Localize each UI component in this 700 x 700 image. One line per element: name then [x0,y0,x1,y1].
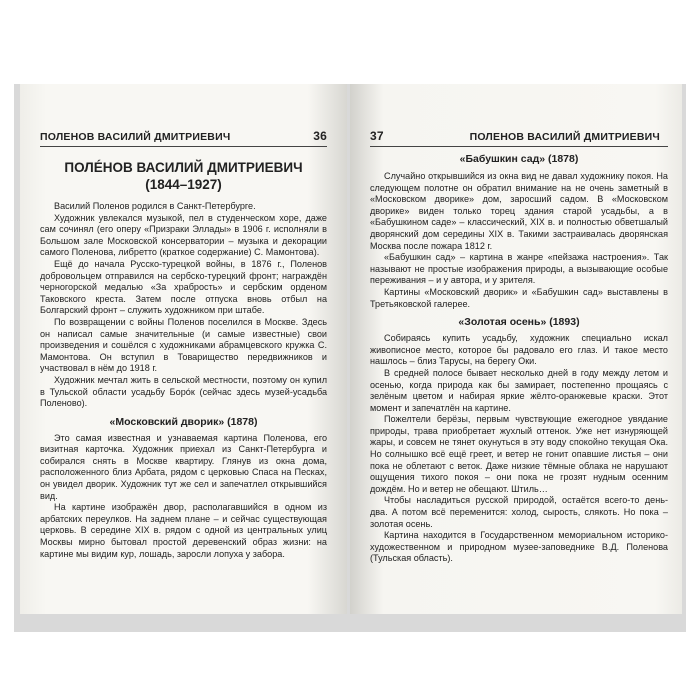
paragraph: Ещё до начала Русско-турецкой войны, в 1876 г., Поленов добровольцем отправился на сербско-турецкий фронт; награждён черногорской медалью «За храбрость» и сербским орденом Таковского креста. Затем после отпуска вновь отбыл на Болгарский фронт – служить художником при штабе. [40,258,327,316]
article-title-name: ПОЛÉНОВ ВАСИЛИЙ ДМИТРИЕВИЧ [64,160,303,175]
paragraph: Художник мечтал жить в сельской местности, поэтому он купил в Тульской области усадьбу Борóк (сейчас здесь музей-усадьба Поленово). [40,374,327,409]
left-page-number: 36 [313,129,327,143]
paragraph: «Бабушкин сад» – картина в жанре «пейзажа настроения». Так называют не простые изображения природы, а вызывающие особые переживания – и у автора, и у зрителя. [370,252,668,286]
paragraph: Василий Поленов родился в Санкт-Петербурге. [54,201,256,211]
subhead-golden-autumn: «Золотая осень» (1893) [458,316,580,329]
paragraph: По возвращении с войны Поленов поселился в Москве. Здесь он написал самые значительные (и самые известные) свои произведения и сошёлся с художниками абрамцевского кружка С. Мамонтова. Он вступил в Товарищество передвижников и участвовал в нём до 1918 г. [40,316,327,374]
right-running-head [370,128,668,147]
right-running-head-title: ПОЛЕНОВ ВАСИЛИЙ ДМИТРИЕВИЧ [469,131,660,143]
paragraph: Картины «Московский дворик» и «Бабушкин сад» выставлены в Третьяковской галерее. [370,286,668,309]
right-body-b [370,333,668,565]
paragraph: Пожелтели берёзы, первым чувствующие ежегодное увядание природы, трава приобретает жухлый оттенок. Уже нет изнуряющей жары, и совсем не тянет окунуться в эту воду спокойно текущая Ока. Но солнышко всё ещё греет, и ветер не гонит опавшие листья – они пока не облетают с веток. Даже низкие тёмные облака не нарушают ощущения тихого покоя – они пока не грозят нудным осенним дождём. Но и ветер не обещают. Штиль… [370,414,668,494]
paragraph: Картина находится в Государственном мемориальном историко-художественном и природном музее-заповеднике В.Д. Поленова (Тульская область). [370,530,668,564]
article-title [40,159,327,193]
paragraph: Случайно открывшийся из окна вид не давал художнику покоя. На следующем полотне он обратил внимание на не очень заметный в «Московском дворике» дом, заросший садом. В «Московском дворике» виден только торец здания старой усадьбы, а в «Бабушкином саде» – классический, XIX в. и полностью обветшалый дворянский дом середины XIX в. Такими застраивалась дворянская Москва после пожара 1812 г. [370,171,668,251]
left-body-a [40,201,327,410]
open-book [14,84,686,632]
right-body-a [370,171,668,310]
paragraph: На картине изображён двор, располагавшийся в одном из арбатских переулков. На заднем плане – и сейчас существующая церковь. В середине XIX в. рядом с одной из центральных улиц Москвы мирно бытовал простой деревенский образ жизни: на картине мы видим кур, лошадь, заросли лопуха у забора. [40,502,327,559]
right-page-number: 37 [370,129,384,143]
paragraph: Это самая известная и узнаваемая картина Поленова, его визитная карточка. Художник приехал из Санкт-Петербурга и собирался снять в Москве квартиру. Глянув из окна дома, расположенного близ Арбата, рядом с церковью Спаса на Песках, он увидел дворик. Художник тут же сел и запечатлел открывшийся вид. [40,432,327,501]
right-page [350,84,682,614]
left-page [20,84,347,614]
paragraph: Собираясь купить усадьбу, художник специально искал живописное место, которое бы радовало его глаз. И такое место нашлось – близ Тарусы, на берегу Оки. [370,333,668,367]
paragraph: В средней полосе бывает несколько дней в году между летом и осенью, когда природа как бы замирает, постепенно прощаясь с зелёным цветом и набирая яркие жёлто-оранжевые краски. Этот момент и запечатлён на картине. [370,367,668,413]
paragraph: Чтобы насладиться русской природой, остаётся всего-то день-два. А потом всё переменится: холод, сырость, слякоть. Но пока – золотая осень. [370,495,668,529]
left-running-head-title: ПОЛЕНОВ ВАСИЛИЙ ДМИТРИЕВИЧ [40,131,231,143]
subhead-grandmas-garden: «Бабушкин сад» (1878) [459,153,579,165]
paragraph: Художник увлекался музыкой, пел в студенческом хоре, даже сам сочинял (его оперу «Призраки Эллады» в 1906 г. исполняли в Большом зале Московской консерватории – музыка и декорации самого Поленова, либретто (краткое содержание) С. Мамонтова). [40,212,327,258]
article-title-years: (1844–1927) [145,177,222,192]
left-running-head [40,128,327,147]
left-body-b [40,433,327,561]
subhead-moscow-courtyard: «Московский дворик» (1878) [109,415,258,428]
